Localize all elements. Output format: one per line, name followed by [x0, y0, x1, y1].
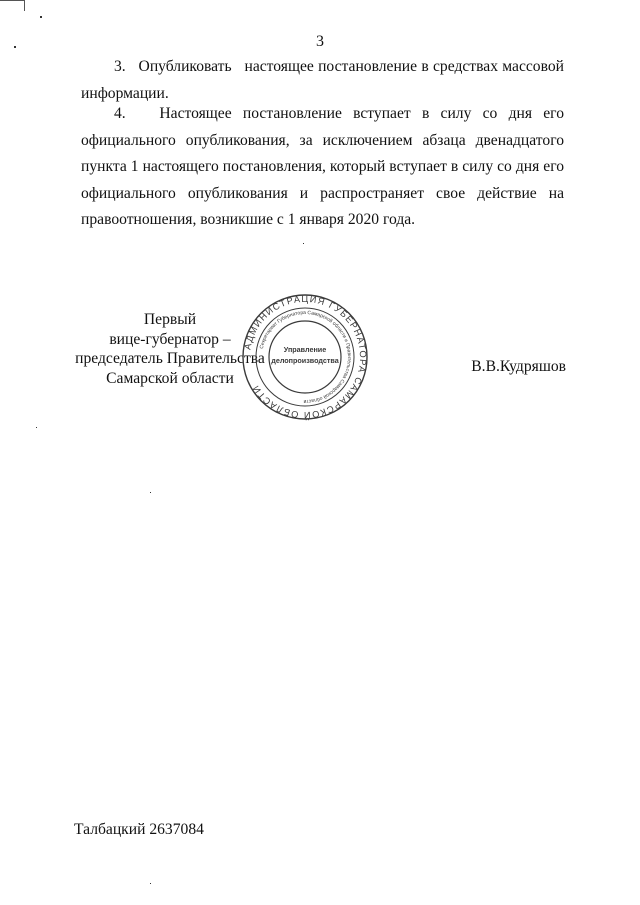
signatory-title-line: Первый	[143, 311, 197, 328]
scan-speck	[150, 883, 151, 884]
scan-speck	[150, 492, 151, 493]
scan-corner-mark	[0, 0, 25, 11]
seal-outer-text: АДМИНИСТРАЦИЯ ГУБЕРНАТОРА САМАРСКОЙ ОБЛАСТИ	[242, 293, 369, 421]
scan-speck	[36, 427, 37, 428]
scan-speck	[40, 16, 42, 18]
seal-inner-text: Секретариат Губернатора Самарской области и Правительства Самарской области	[258, 309, 353, 405]
paragraph-4: 4. Настоящее постановление вступает в силу со дня его официального опубликования, за исключением абзаца двенадцатого пункта 1 настоящего постановления, который вступает в силу со дня его официального опубликования и распространяет свое действие на правоотношения, возникшие с 1 января 2020 года.	[81, 105, 564, 228]
scan-speck	[14, 46, 16, 48]
executor-info: Талбацкий 2637084	[74, 821, 204, 838]
signatory-title-line: Самарской области	[106, 369, 234, 387]
signatory-name: В.В.Кудряшов	[471, 358, 566, 375]
signatory-title-line: председатель Правительства	[75, 350, 265, 367]
signatory-title-line: вице-губернатор –	[109, 330, 231, 348]
seal-center-line: делопроизводства	[271, 356, 339, 365]
paragraph-3: 3. Опубликовать настоящее постановление в средствах массовой информации.	[81, 58, 564, 102]
page-number: 3	[316, 33, 324, 50]
seal-center-line: Управление	[283, 345, 327, 354]
scan-speck	[303, 243, 304, 244]
official-seal	[240, 292, 370, 422]
